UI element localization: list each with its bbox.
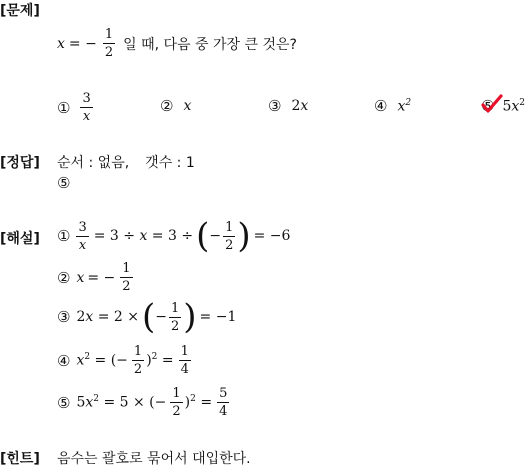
line-number: ②	[57, 268, 71, 287]
explanation-line-3: ③ 2x = 2 × ( − $\frac{1}{2}$ ) = −1	[57, 297, 237, 337]
choice-4-math: $x^2$	[397, 97, 412, 115]
answer-count: 갯수 : 1	[145, 155, 195, 171]
explanation-line-5: ⑤ $5x^2 = 5$ × (− $\frac{1}{2}$ )$^2$ = $\frac{5}{4}$	[57, 386, 228, 419]
question-fraction: $\frac{1}{2}$	[104, 27, 114, 60]
hint-text: 음수는 괄호로 묶어서 대입한다.	[57, 451, 251, 467]
explanation-line-4: ④ $x^2$ = (− $\frac{1}{2}$ )$^2$ = $\frac{1}{4}$	[57, 344, 189, 377]
hint-tag: [힌트]	[0, 451, 40, 467]
problem-tag: [문제]	[0, 3, 40, 19]
choice-5-math: $5x^2$	[502, 97, 526, 115]
explanation-line-2: ② x = − $\frac{1}{2}$	[57, 261, 131, 294]
question-math: x	[57, 35, 65, 52]
line-number: ③	[57, 308, 71, 326]
answer-tag: [정답]	[0, 155, 40, 171]
answer-order: 순서 : 없음,	[57, 155, 130, 171]
choice-4[interactable]	[374, 97, 411, 115]
problem-question: x = − $\frac{1}{2}$ 일 때, 다음 중 가장 큰 것은?	[57, 27, 297, 60]
choice-3-math: 2x	[291, 98, 309, 114]
line-number: ④	[57, 351, 71, 370]
choice-2-math: x	[183, 98, 192, 114]
choice-number: ②	[160, 97, 174, 115]
choice-1-math: $\frac{3}{x}$	[82, 91, 91, 124]
choice-2[interactable]	[160, 97, 191, 115]
explanation-line-1: ① $\frac{3}{x}$ = 3 ÷ x = 3 ÷ ( − $\frac{1}{2}$ ) = −6	[57, 216, 291, 256]
explanation-tag: [해설]	[0, 231, 40, 247]
question-text: 일 때, 다음 중 가장 큰 것은?	[123, 36, 297, 53]
choice-5[interactable]	[481, 97, 525, 115]
choice-1[interactable]	[57, 92, 95, 123]
choice-3[interactable]	[268, 97, 308, 115]
choice-number: ④	[374, 97, 388, 115]
line-number: ①	[57, 227, 71, 245]
line-number: ⑤	[57, 393, 71, 412]
choice-number: ⑤	[481, 97, 495, 115]
answer-value: ⑤	[57, 174, 71, 192]
choice-number: ①	[57, 98, 71, 117]
answer-meta	[57, 152, 195, 172]
choice-number: ③	[268, 97, 282, 115]
check-icon	[481, 94, 503, 114]
